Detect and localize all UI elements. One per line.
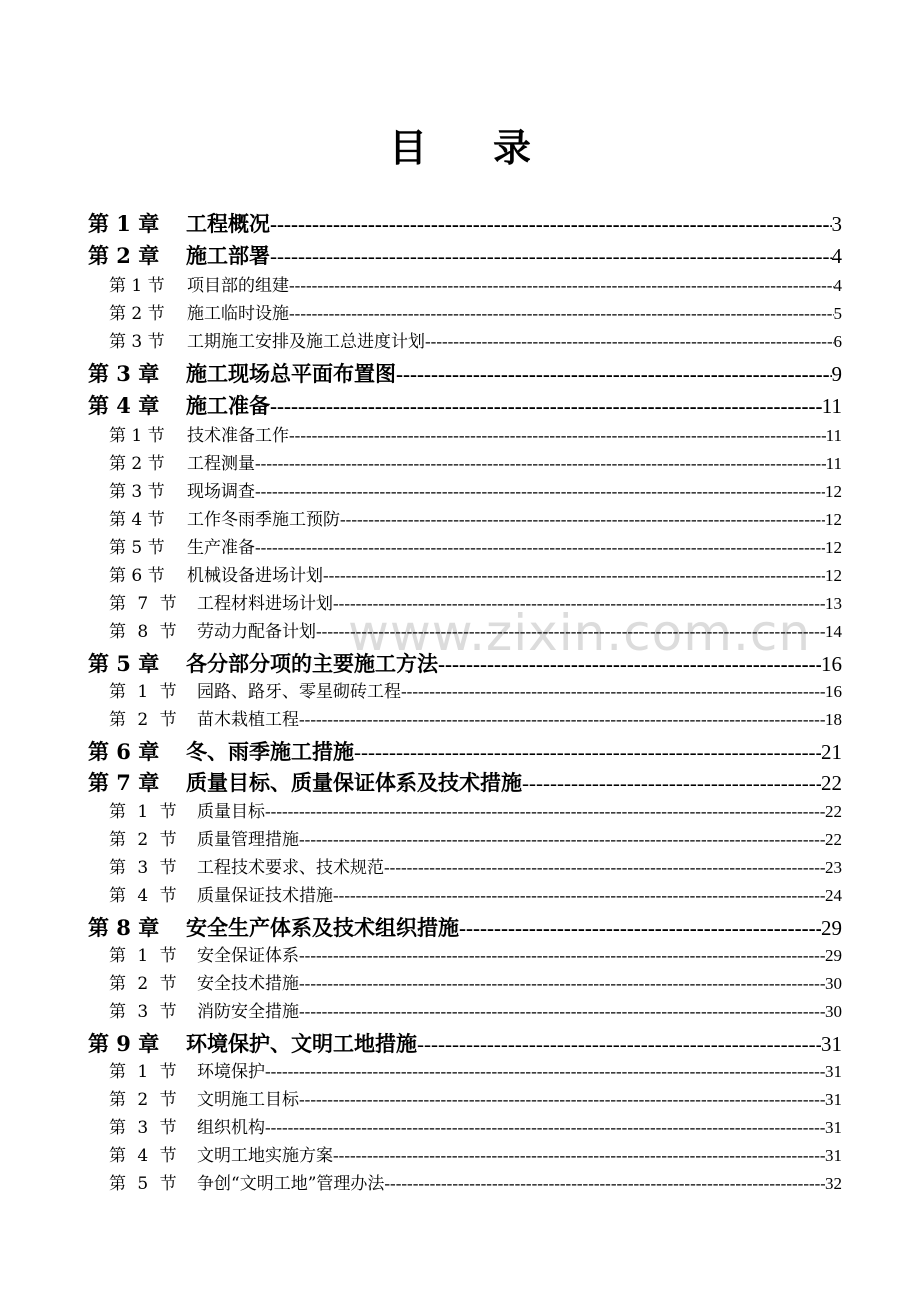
- toc-entry-title: 安全技术措施: [197, 974, 299, 994]
- toc-entry-label: [109, 1086, 299, 1114]
- toc-entry-number: 第 5 章: [88, 651, 160, 676]
- toc-entry-title: 工期施工安排及施工总进度计划: [187, 332, 425, 352]
- toc-page-number: 11: [825, 426, 842, 445]
- toc-dot-leader: [396, 359, 832, 389]
- toc-entry-number: 第 2 节: [109, 974, 180, 994]
- toc-entry-title: 工作冬雨季施工预防: [187, 510, 340, 530]
- toc-entry-title: 冬、雨季施工措施: [186, 739, 354, 764]
- toc-dot-leader: [522, 768, 821, 798]
- toc-page-number: 22: [821, 771, 842, 795]
- toc-dot-leader: [255, 534, 825, 562]
- toc-dot-leader: [255, 450, 826, 478]
- toc-entry-number: 第 1 节: [109, 946, 180, 966]
- toc-entry-number: 第 6 节: [109, 566, 165, 586]
- toc-dot-leader: [299, 998, 825, 1026]
- toc-dot-leader: [265, 798, 825, 826]
- toc-entry-title: 园路、路牙、零星砌砖工程: [197, 682, 401, 702]
- toc-entry-label: [109, 478, 255, 506]
- toc-entry-label: [109, 882, 333, 910]
- toc-entry-number: 第 1 节: [109, 802, 180, 822]
- toc-entry-label: [109, 506, 340, 534]
- toc-section-entry[interactable]: [109, 882, 842, 910]
- toc-dot-leader: [289, 422, 826, 450]
- toc-entry-number: 第 1 节: [109, 1062, 180, 1082]
- toc-entry-number: 第 8 章: [88, 915, 160, 940]
- toc-entry-label: [109, 942, 299, 970]
- toc-dot-leader: [459, 913, 821, 943]
- toc-chapter-entry[interactable]: [88, 737, 842, 767]
- toc-page-number: 31: [825, 1118, 842, 1137]
- toc-page-number: 12: [825, 482, 842, 501]
- toc-section-entry[interactable]: [109, 942, 842, 970]
- toc-page-number: 13: [825, 594, 842, 613]
- toc-page-number: 4: [833, 276, 842, 295]
- toc-entry-number: 第 1 章: [88, 211, 160, 236]
- toc-dot-leader: [270, 241, 832, 271]
- toc-section-entry[interactable]: [109, 478, 842, 506]
- toc-entry-number: 第 4 节: [109, 1146, 180, 1166]
- toc-dot-leader: [270, 391, 822, 421]
- toc-section-entry[interactable]: [109, 506, 842, 534]
- toc-page-number: 11: [825, 454, 842, 473]
- toc-entry-title: 苗木栽植工程: [197, 710, 299, 730]
- toc-section-entry[interactable]: [109, 678, 842, 706]
- toc-section-entry[interactable]: [109, 272, 842, 300]
- toc-section-entry[interactable]: [109, 1142, 842, 1170]
- toc-page-number: 31: [825, 1146, 842, 1165]
- toc-dot-leader: [299, 942, 825, 970]
- toc-chapter-entry[interactable]: [88, 913, 842, 943]
- toc-dot-leader: [316, 618, 825, 646]
- toc-page-number: 30: [825, 974, 842, 993]
- toc-chapter-entry[interactable]: [88, 391, 842, 421]
- toc-page-number: 31: [825, 1062, 842, 1081]
- toc-chapter-entry[interactable]: [88, 649, 842, 679]
- toc-entry-title: 质量目标、质量保证体系及技术措施: [186, 770, 522, 795]
- toc-dot-leader: [323, 562, 825, 590]
- toc-entry-label: [109, 450, 255, 478]
- toc-entry-title: 组织机构: [197, 1118, 265, 1138]
- toc-entry-number: 第 1 节: [109, 682, 180, 702]
- toc-entry-label: [109, 328, 425, 356]
- toc-entry-number: 第 2 节: [109, 454, 165, 474]
- toc-entry-number: 第 3 节: [109, 482, 165, 502]
- toc-entry-number: 第 7 章: [88, 770, 160, 795]
- toc-page-number: 29: [825, 946, 842, 965]
- toc-section-entry[interactable]: [109, 422, 842, 450]
- toc-dot-leader: [265, 1114, 825, 1142]
- toc-section-entry[interactable]: [109, 1170, 842, 1198]
- toc-entry-label: [88, 1029, 417, 1059]
- toc-entry-title: 施工现场总平面布置图: [186, 361, 396, 386]
- toc-entry-number: 第 5 节: [109, 1174, 180, 1194]
- toc-entry-label: [109, 706, 299, 734]
- toc-entry-title: 文明工地实施方案: [197, 1146, 333, 1166]
- toc-section-entry[interactable]: [109, 534, 842, 562]
- toc-page-number: 21: [821, 740, 842, 764]
- toc-entry-title: 施工准备: [186, 393, 270, 418]
- toc-entry-number: 第 6 章: [88, 739, 160, 764]
- title-char-right: 录: [493, 125, 532, 170]
- toc-entry-number: 第 3 节: [109, 332, 165, 352]
- toc-page-number: 22: [825, 802, 842, 821]
- toc-entry-number: 第 7 节: [109, 594, 180, 614]
- toc-entry-label: [109, 826, 299, 854]
- toc-page-number: 12: [825, 538, 842, 557]
- toc-dot-leader: [270, 209, 832, 239]
- toc-dot-leader: [289, 272, 834, 300]
- toc-chapter-entry[interactable]: [88, 359, 842, 389]
- toc-entry-title: 工程材料进场计划: [197, 594, 333, 614]
- toc-entry-title: 质量保证技术措施: [197, 886, 333, 906]
- toc-dot-leader: [354, 737, 821, 767]
- toc-entry-title: 施工部署: [186, 243, 270, 268]
- toc-dot-leader: [425, 328, 834, 356]
- toc-entry-title: 工程技术要求、技术规范: [197, 858, 384, 878]
- toc-entry-label: [109, 534, 255, 562]
- toc-section-entry[interactable]: [109, 826, 842, 854]
- toc-entry-number: 第 5 节: [109, 538, 165, 558]
- toc-entry-title: 安全保证体系: [197, 946, 299, 966]
- toc-entry-label: [109, 618, 316, 646]
- toc-entry-title: 劳动力配备计划: [197, 622, 316, 642]
- toc-page-number: 4: [831, 244, 842, 268]
- toc-page-number: 14: [825, 622, 842, 641]
- toc-entry-label: [109, 1114, 265, 1142]
- toc-entry-number: 第 2 章: [88, 243, 160, 268]
- toc-entry-title: 生产准备: [187, 538, 255, 558]
- toc-page-number: 6: [833, 332, 842, 351]
- toc-entry-label: [109, 272, 289, 300]
- toc-section-entry[interactable]: [109, 590, 842, 618]
- toc-entry-label: [109, 678, 401, 706]
- toc-page-number: 24: [825, 886, 842, 905]
- toc-section-entry[interactable]: [109, 1114, 842, 1142]
- toc-section-entry[interactable]: [109, 706, 842, 734]
- toc-entry-title: 质量管理措施: [197, 830, 299, 850]
- toc-entry-number: 第 3 节: [109, 1118, 180, 1138]
- toc-dot-leader: [299, 826, 825, 854]
- toc-entry-title: 质量目标: [197, 802, 265, 822]
- toc-entry-label: [88, 241, 270, 271]
- toc-entry-label: [109, 562, 323, 590]
- toc-page-number: 29: [821, 916, 842, 940]
- toc-entry-number: 第 2 节: [109, 830, 180, 850]
- toc-page-number: 23: [825, 858, 842, 877]
- toc-page-number: 22: [825, 830, 842, 849]
- toc-entry-label: [88, 209, 270, 239]
- toc-page-number: 16: [825, 682, 842, 701]
- toc-page-number: 5: [833, 304, 842, 323]
- toc-entry-number: 第 8 节: [109, 622, 180, 642]
- toc-entry-label: [109, 1142, 333, 1170]
- toc-dot-leader: [417, 1029, 821, 1059]
- toc-page-number: 31: [821, 1032, 842, 1056]
- title-char-left: 目: [388, 125, 427, 170]
- toc-entry-number: 第 4 节: [109, 886, 180, 906]
- page-title: [0, 122, 920, 174]
- toc-entry-number: 第 2 节: [109, 710, 180, 730]
- toc-entry-label: [88, 359, 396, 389]
- toc-section-entry[interactable]: [109, 450, 842, 478]
- toc-entry-label: [88, 649, 438, 679]
- toc-section-entry[interactable]: [109, 970, 842, 998]
- toc-chapter-entry[interactable]: [88, 768, 842, 798]
- toc-section-entry[interactable]: [109, 328, 842, 356]
- toc-section-entry[interactable]: [109, 854, 842, 882]
- toc-entry-title: 机械设备进场计划: [187, 566, 323, 586]
- toc-dot-leader: [438, 649, 821, 679]
- toc-dot-leader: [340, 506, 825, 534]
- toc-entry-title: 文明施工目标: [197, 1090, 299, 1110]
- toc-entry-number: 第 2 节: [109, 304, 165, 324]
- toc-chapter-entry[interactable]: [88, 209, 842, 239]
- toc-entry-title: 安全生产体系及技术组织措施: [186, 915, 459, 940]
- toc-page-number: 32: [825, 1174, 842, 1193]
- toc-entry-title: 技术准备工作: [187, 426, 289, 446]
- toc-dot-leader: [265, 1058, 825, 1086]
- toc-entry-title: 各分部分项的主要施工方法: [186, 651, 438, 676]
- toc-section-entry[interactable]: [109, 562, 842, 590]
- toc-entry-number: 第 4 章: [88, 393, 160, 418]
- toc-page-number: 18: [825, 710, 842, 729]
- toc-entry-label: [109, 1058, 265, 1086]
- toc-entry-label: [109, 590, 333, 618]
- toc-entry-number: 第 3 章: [88, 361, 160, 386]
- toc-entry-label: [88, 913, 459, 943]
- toc-entry-label: [109, 998, 299, 1026]
- toc-entry-number: 第 3 节: [109, 858, 180, 878]
- toc-section-entry[interactable]: [109, 618, 842, 646]
- toc-entry-label: [88, 768, 522, 798]
- toc-entry-number: 第 1 节: [109, 426, 165, 446]
- toc-section-entry[interactable]: [109, 1086, 842, 1114]
- toc-entry-label: [88, 737, 354, 767]
- toc-entry-number: 第 2 节: [109, 1090, 180, 1110]
- toc-entry-title: 工程测量: [187, 454, 255, 474]
- toc-entry-label: [109, 798, 265, 826]
- toc-entry-title: 环境保护: [197, 1062, 265, 1082]
- toc-dot-leader: [299, 706, 825, 734]
- toc-section-entry[interactable]: [109, 998, 842, 1026]
- toc-dot-leader: [333, 882, 825, 910]
- toc-entry-number: 第 1 节: [109, 276, 165, 296]
- toc-entry-title: 项目部的组建: [187, 276, 289, 296]
- toc-page-number: 16: [821, 652, 842, 676]
- toc-dot-leader: [299, 1086, 825, 1114]
- toc-page-number: 30: [825, 1002, 842, 1021]
- toc-section-entry[interactable]: [109, 1058, 842, 1086]
- toc-dot-leader: [299, 970, 825, 998]
- toc-page-number: 12: [825, 510, 842, 529]
- toc-page-number: 31: [825, 1090, 842, 1109]
- toc-entry-label: [109, 1170, 384, 1198]
- toc-entry-label: [109, 300, 289, 328]
- toc-entry-title: 施工临时设施: [187, 304, 289, 324]
- toc-page-number: 12: [825, 566, 842, 585]
- toc-chapter-entry[interactable]: [88, 1029, 842, 1059]
- toc-dot-leader: [333, 590, 825, 618]
- toc-entry-number: 第 4 节: [109, 510, 165, 530]
- toc-section-entry[interactable]: [109, 798, 842, 826]
- toc-entry-label: [109, 854, 384, 882]
- toc-entry-number: 第 3 节: [109, 1002, 180, 1022]
- toc-entry-number: 第 9 章: [88, 1031, 160, 1056]
- toc-dot-leader: [401, 678, 825, 706]
- toc-entry-title: 现场调查: [187, 482, 255, 502]
- toc-entry-title: 环境保护、文明工地措施: [186, 1031, 417, 1056]
- toc-chapter-entry[interactable]: [88, 241, 842, 271]
- toc-page-number: 11: [821, 394, 842, 418]
- toc-dot-leader: [333, 1142, 825, 1170]
- toc-page-number: 9: [831, 362, 842, 386]
- toc-entry-label: [109, 422, 289, 450]
- toc-entry-title: 争创“文明工地”管理办法: [197, 1174, 385, 1194]
- toc-dot-leader: [384, 854, 825, 882]
- toc-section-entry[interactable]: [109, 300, 842, 328]
- toc-dot-leader: [289, 300, 834, 328]
- toc-entry-label: [88, 391, 270, 421]
- toc-entry-title: 工程概况: [186, 211, 270, 236]
- toc-page-number: 3: [831, 212, 842, 236]
- toc-entry-label: [109, 970, 299, 998]
- watermark: www.zixin.com.cn: [348, 604, 812, 662]
- toc-dot-leader: [255, 478, 825, 506]
- toc-entry-title: 消防安全措施: [197, 1002, 299, 1022]
- toc-dot-leader: [384, 1170, 825, 1198]
